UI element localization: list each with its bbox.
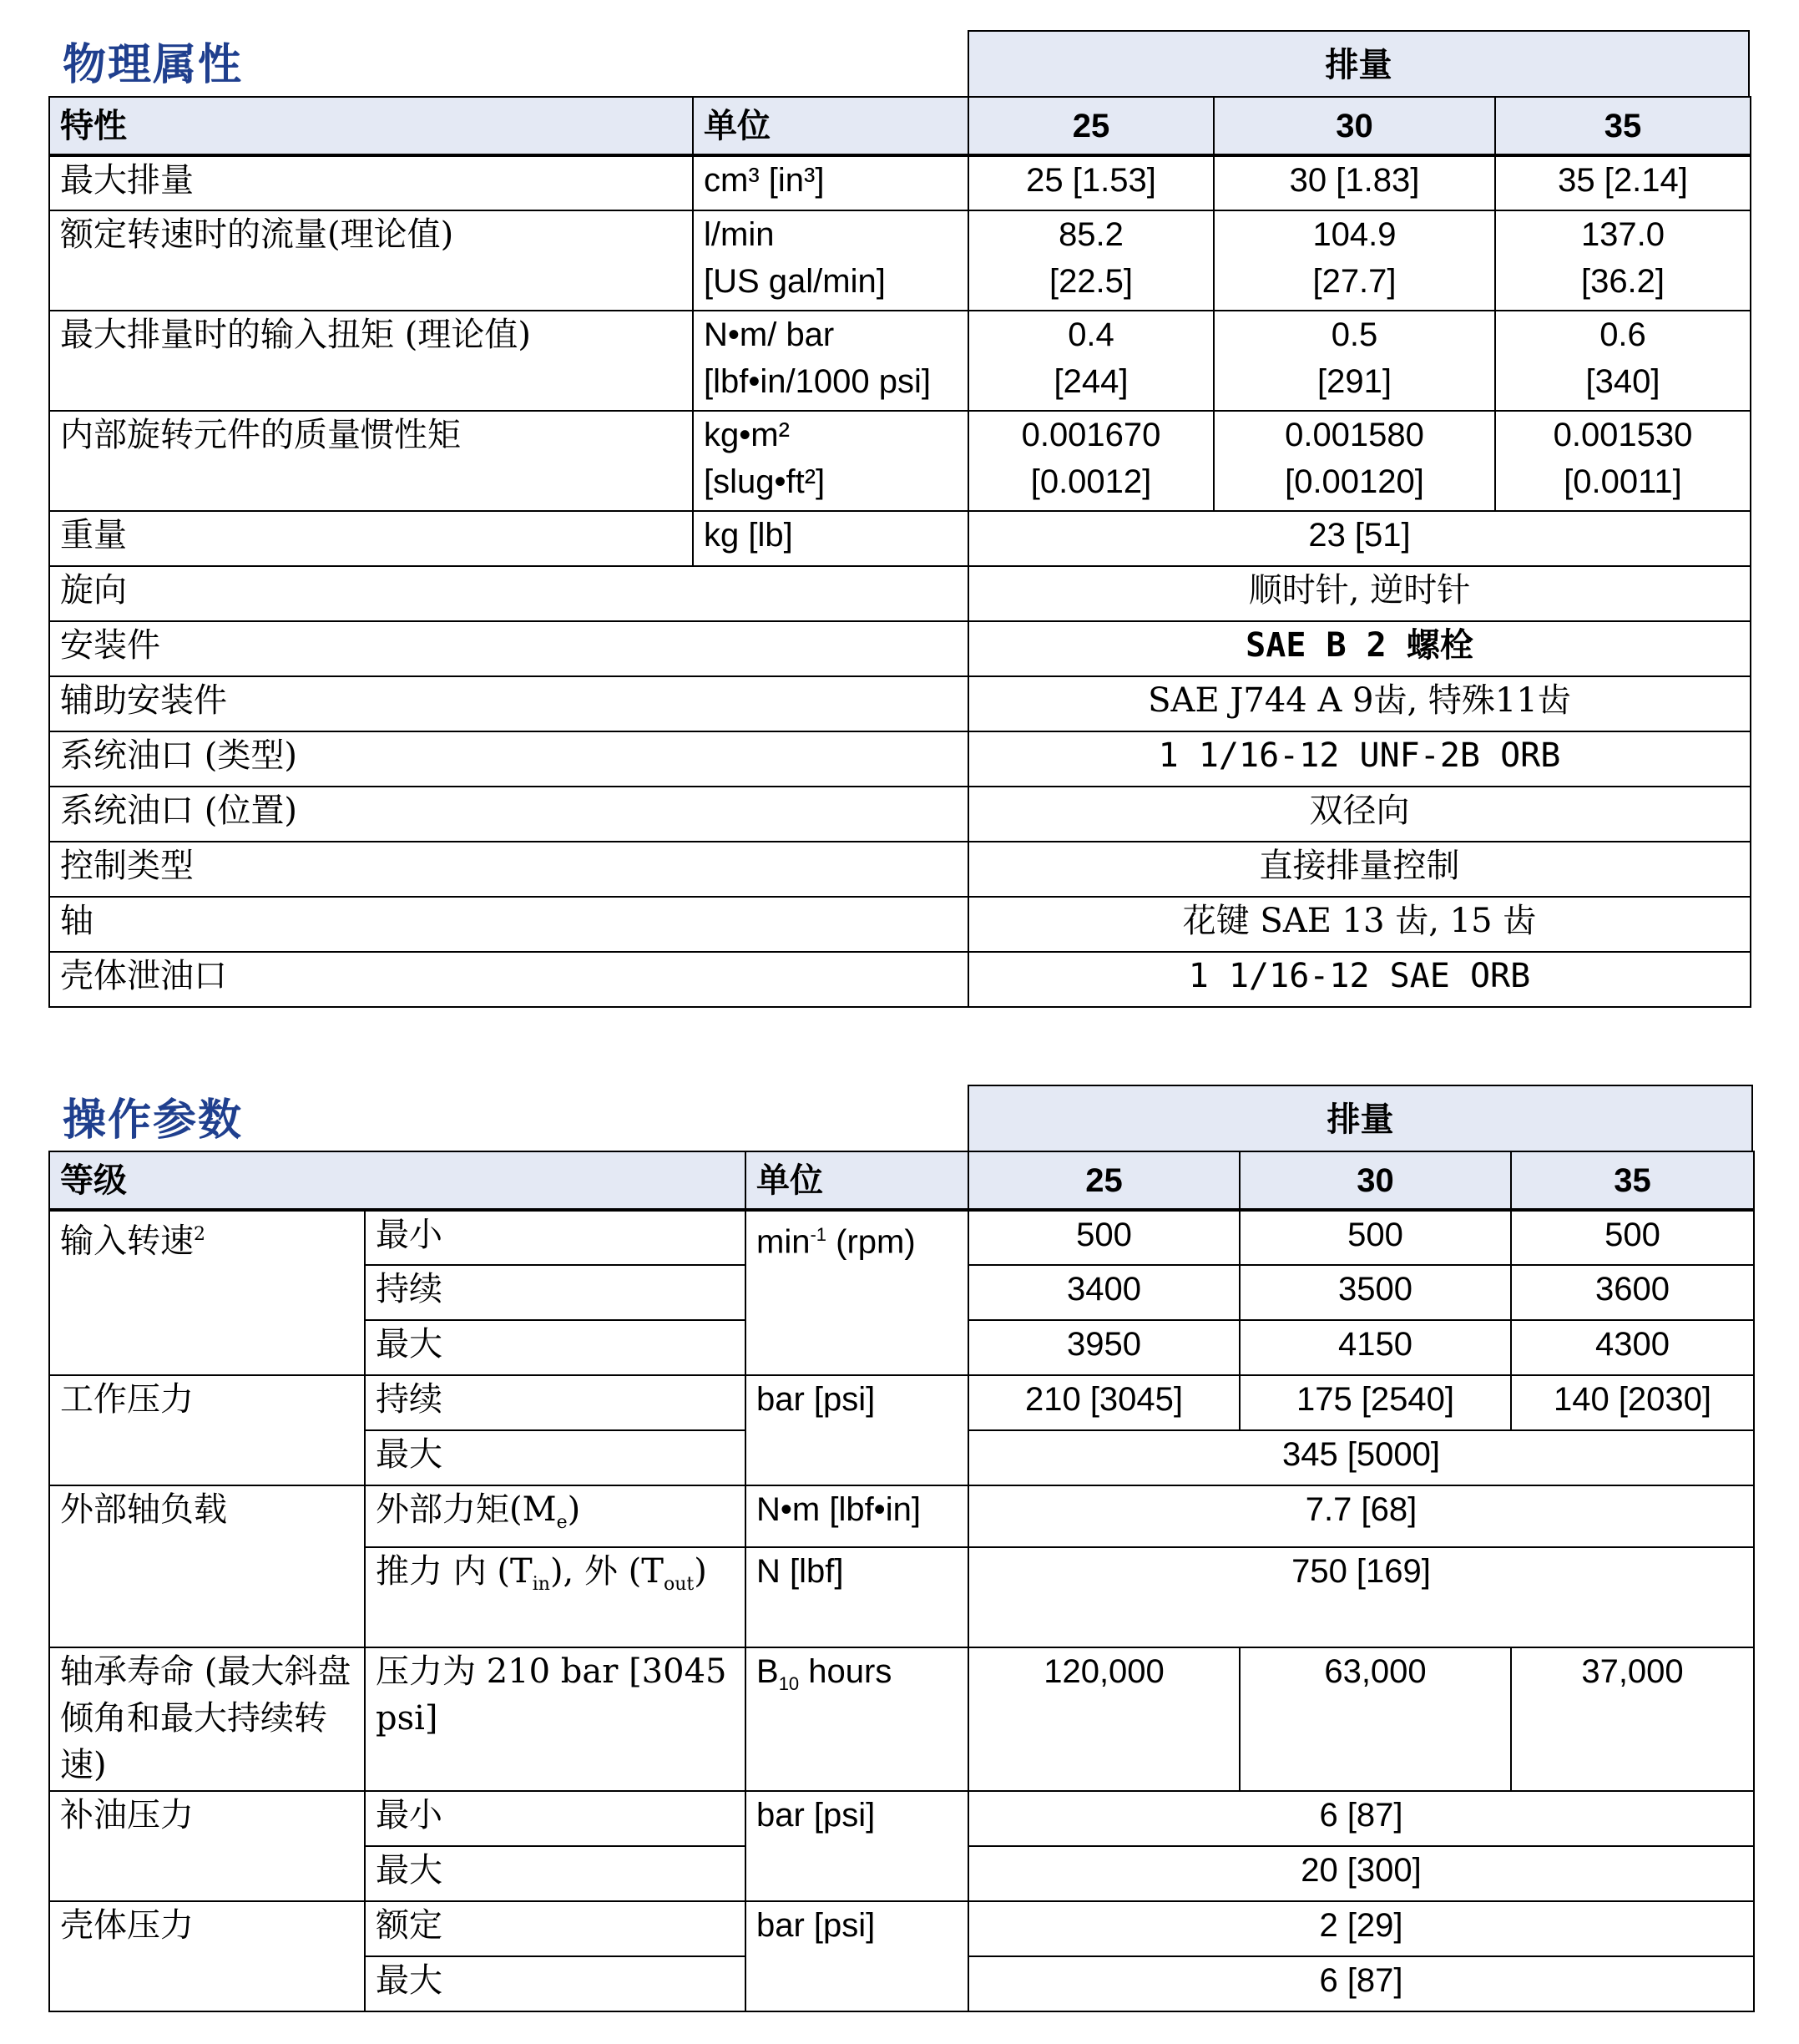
row-label: 最大排量	[49, 155, 693, 210]
unit-tail: (rpm)	[826, 1223, 916, 1261]
value-line: [22.5]	[1049, 263, 1134, 300]
row-label: 最大排量时的输入扭矩 (理论值)	[49, 311, 693, 411]
row-sublabel	[365, 1547, 745, 1647]
sublabel-b-sub: out	[663, 1574, 695, 1595]
row-value: 4150	[1240, 1320, 1511, 1375]
header-disp-35: 35	[1511, 1151, 1754, 1210]
table-row	[49, 155, 1751, 210]
sublabel-tail: )	[567, 1490, 581, 1529]
header-disp-25: 25	[968, 1151, 1240, 1210]
table-row	[49, 787, 1751, 842]
operating-parameters-table	[48, 1151, 1755, 2012]
row-unit	[693, 210, 968, 311]
row-unit: cm³ [in³]	[693, 155, 968, 210]
row-value	[1214, 411, 1495, 511]
row-value: 2 [29]	[968, 1901, 1754, 1956]
row-label: 额定转速时的流量(理论值)	[49, 210, 693, 311]
header-unit: 单位	[745, 1151, 968, 1210]
row-unit: bar [psi]	[745, 1375, 968, 1485]
header-disp-30: 30	[1240, 1151, 1511, 1210]
table-row	[49, 411, 1751, 511]
table-row	[49, 897, 1751, 952]
table-row	[49, 511, 1751, 566]
row-value: 直接排量控制	[968, 842, 1751, 897]
value-line: 0.5	[1331, 316, 1378, 353]
sublabel-sub: e	[556, 1512, 568, 1533]
row-value: 3400	[968, 1265, 1240, 1320]
row-value: 3500	[1240, 1265, 1511, 1320]
row-value: 3600	[1511, 1265, 1754, 1320]
value-line: [0.00120]	[1285, 463, 1424, 500]
row-sublabel: 最大	[365, 1320, 745, 1375]
row-sublabel: 最大	[365, 1956, 745, 2011]
table-row	[49, 1485, 1754, 1547]
row-unit	[745, 1647, 968, 1791]
row-value	[1214, 311, 1495, 411]
row-unit: N [lbf]	[745, 1547, 968, 1647]
table-row	[49, 1375, 1754, 1430]
unit-line: [US gal/min]	[704, 263, 886, 300]
row-value	[1214, 210, 1495, 311]
unit-line: [lbf•in/1000 psi]	[704, 363, 931, 400]
value-line: 0.001580	[1285, 417, 1424, 453]
row-value	[1495, 311, 1751, 411]
row-sublabel: 额定	[365, 1901, 745, 1956]
row-label: 壳体泄油口	[49, 952, 968, 1007]
row-value: SAE B 2 螺栓	[968, 621, 1751, 676]
table-row	[49, 566, 1751, 621]
row-sublabel: 最小	[365, 1210, 745, 1265]
row-sublabel: 压力为 210 bar [3045 psi]	[365, 1647, 745, 1791]
value-line: [291]	[1317, 363, 1392, 400]
sublabel-b: ), 外 (T	[549, 1552, 664, 1591]
row-label: 工作压力	[49, 1375, 365, 1485]
row-label: 外部轴负载	[49, 1485, 365, 1647]
unit-main: min	[756, 1223, 811, 1261]
row-unit: N•m [lbf•in]	[745, 1485, 968, 1547]
unit-sub: 10	[778, 1673, 800, 1694]
row-sublabel: 持续	[365, 1265, 745, 1320]
row-label: 系统油口 (位置)	[49, 787, 968, 842]
table-row	[49, 842, 1751, 897]
row-sublabel: 最小	[365, 1791, 745, 1846]
row-value: 345 [5000]	[968, 1430, 1754, 1485]
row-value: 顺时针, 逆时针	[968, 566, 1751, 621]
row-unit: kg [lb]	[693, 511, 968, 566]
row-label: 轴	[49, 897, 968, 952]
row-value: 210 [3045]	[968, 1375, 1240, 1430]
row-unit: bar [psi]	[745, 1791, 968, 1901]
value-line: [36.2]	[1580, 263, 1665, 300]
sublabel-c: )	[694, 1552, 707, 1591]
row-value: 37,000	[1511, 1647, 1754, 1791]
table-row	[49, 731, 1751, 787]
table-header-row	[49, 1151, 1754, 1210]
header-disp-25: 25	[968, 97, 1214, 155]
unit-line: N•m/ bar	[704, 316, 835, 353]
row-value	[968, 411, 1214, 511]
value-line: [0.0012]	[1030, 463, 1152, 500]
row-value: 7.7 [68]	[968, 1485, 1754, 1547]
row-value: 花键 SAE 13 齿, 15 齿	[968, 897, 1751, 952]
row-value: 120,000	[968, 1647, 1240, 1791]
value-line: 0.001670	[1021, 417, 1161, 453]
row-label: 系统油口 (类型)	[49, 731, 968, 787]
value-line: [27.7]	[1312, 263, 1397, 300]
table-row	[49, 676, 1751, 731]
row-value	[1495, 411, 1751, 511]
table-row	[49, 1791, 1754, 1846]
header-grade: 等级	[49, 1151, 745, 1210]
value-line: 0.001530	[1553, 417, 1693, 453]
row-value: 175 [2540]	[1240, 1375, 1511, 1430]
unit-sup: -1	[810, 1224, 827, 1245]
value-line: 0.4	[1068, 316, 1114, 353]
row-label: 辅助安装件	[49, 676, 968, 731]
value-line: 85.2	[1059, 216, 1124, 253]
operating-section-title: 操作参数	[63, 1095, 244, 1146]
header-unit: 单位	[693, 97, 968, 155]
row-sublabel: 最大	[365, 1846, 745, 1901]
table-row	[49, 210, 1751, 311]
row-value: 双径向	[968, 787, 1751, 842]
row-value: 6 [87]	[968, 1956, 1754, 2011]
operating-group-header-table	[968, 1085, 1753, 1154]
row-sublabel: 最大	[365, 1430, 745, 1485]
row-label: 控制类型	[49, 842, 968, 897]
unit-main: B	[756, 1653, 779, 1690]
row-value: SAE J744 A 9齿, 特殊11齿	[968, 676, 1751, 731]
value-line: [0.0011]	[1564, 463, 1682, 500]
footnote-mark: 2	[194, 1224, 205, 1245]
physical-section-title: 物理属性	[63, 40, 244, 90]
row-value: 500	[968, 1210, 1240, 1265]
row-value: 25 [1.53]	[968, 155, 1214, 210]
row-sublabel	[365, 1485, 745, 1547]
row-label: 重量	[49, 511, 693, 566]
row-value	[968, 311, 1214, 411]
table-row	[49, 621, 1751, 676]
row-label: 补油压力	[49, 1791, 365, 1901]
row-value: 63,000	[1240, 1647, 1511, 1791]
physical-group-header-table	[968, 30, 1750, 99]
sublabel-a-sub: in	[532, 1574, 550, 1595]
row-unit: bar [psi]	[745, 1901, 968, 2011]
row-unit	[693, 411, 968, 511]
value-line: 104.9	[1312, 216, 1397, 253]
physical-displacement-group-header: 排量	[968, 31, 1749, 99]
row-value	[1495, 210, 1751, 311]
header-disp-35: 35	[1495, 97, 1751, 155]
table-row	[49, 952, 1751, 1007]
row-label: 内部旋转元件的质量惯性矩	[49, 411, 693, 511]
table-row	[49, 311, 1751, 411]
physical-properties-table	[48, 96, 1751, 1008]
row-value: 4300	[1511, 1320, 1754, 1375]
row-value: 1 1/16-12 SAE ORB	[968, 952, 1751, 1007]
table-row	[49, 1901, 1754, 1956]
header-disp-30: 30	[1214, 97, 1495, 155]
sublabel-main: 外部力矩(M	[376, 1490, 557, 1529]
row-value	[968, 210, 1214, 311]
header-property: 特性	[49, 97, 693, 155]
row-value: 140 [2030]	[1511, 1375, 1754, 1430]
unit-line: [slug•ft²]	[704, 463, 826, 500]
table-row	[49, 1647, 1754, 1791]
sublabel-a: 推力 内 (T	[376, 1552, 533, 1591]
row-value: 23 [51]	[968, 511, 1751, 566]
row-label: 轴承寿命 (最大斜盘倾角和最大持续转速)	[49, 1647, 365, 1791]
value-line: 137.0	[1580, 216, 1665, 253]
row-value: 30 [1.83]	[1214, 155, 1495, 210]
operating-displacement-group-header: 排量	[968, 1085, 1752, 1153]
table-row	[49, 1210, 1754, 1265]
row-unit	[745, 1210, 968, 1375]
value-line: [340]	[1585, 363, 1660, 400]
row-value: 750 [169]	[968, 1547, 1754, 1647]
row-label: 壳体压力	[49, 1901, 365, 2011]
row-value: 500	[1240, 1210, 1511, 1265]
row-value: 500	[1511, 1210, 1754, 1265]
value-line: [244]	[1054, 363, 1129, 400]
table-header-row	[49, 97, 1751, 155]
row-label: 旋向	[49, 566, 968, 621]
row-label: 安装件	[49, 621, 968, 676]
unit-tail: hours	[799, 1653, 892, 1690]
row-sublabel: 持续	[365, 1375, 745, 1430]
row-value: 20 [300]	[968, 1846, 1754, 1901]
row-value: 6 [87]	[968, 1791, 1754, 1846]
label-text: 输入转速	[60, 1222, 194, 1261]
row-label-input-speed	[49, 1210, 365, 1375]
row-unit	[693, 311, 968, 411]
row-value: 35 [2.14]	[1495, 155, 1751, 210]
row-value: 1 1/16-12 UNF-2B ORB	[968, 731, 1751, 787]
value-line: 0.6	[1599, 316, 1646, 353]
row-value: 3950	[968, 1320, 1240, 1375]
unit-line: kg•m²	[704, 417, 790, 453]
unit-line: l/min	[704, 216, 775, 253]
